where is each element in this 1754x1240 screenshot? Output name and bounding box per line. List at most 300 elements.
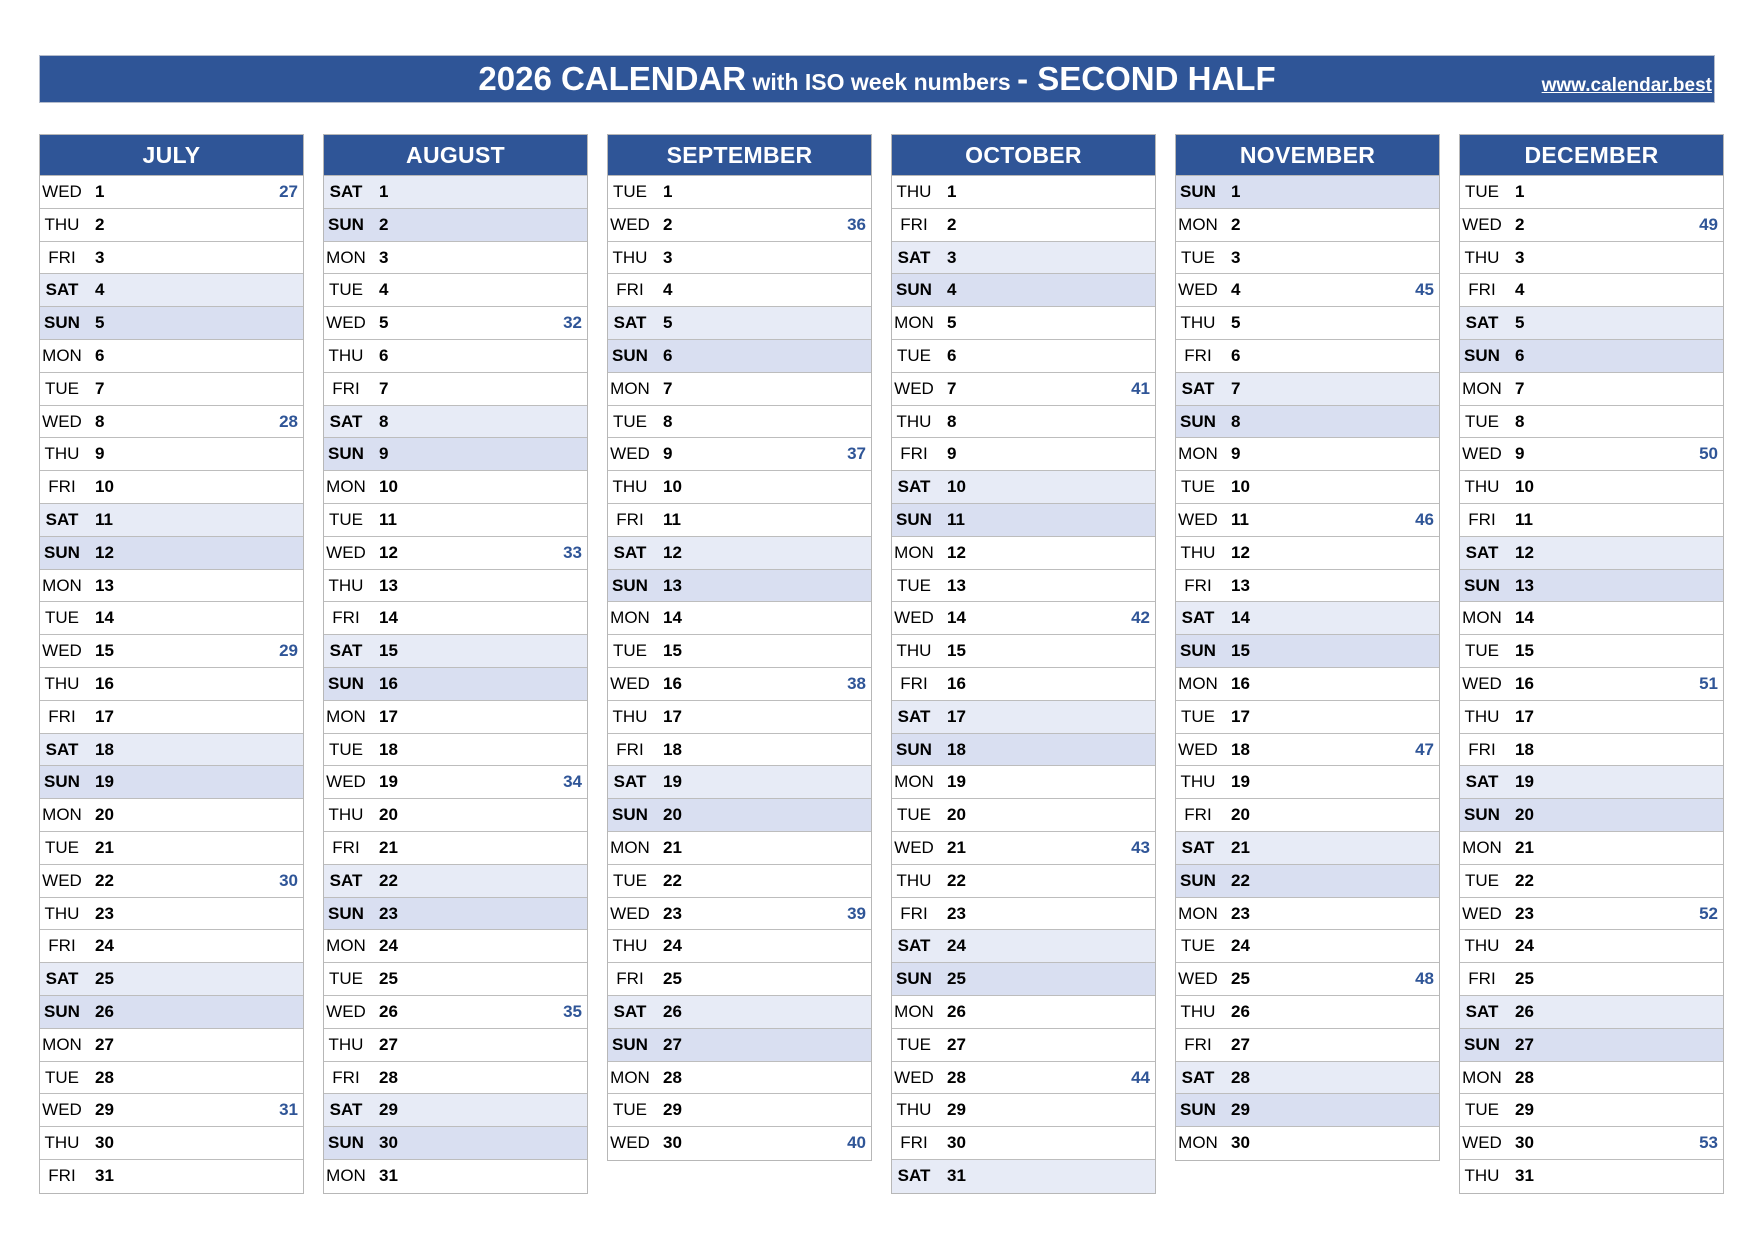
weekday-label: THU	[1180, 542, 1216, 562]
day-row	[1460, 504, 1723, 537]
day-number: 11	[663, 509, 681, 529]
day-number: 30	[379, 1133, 398, 1153]
weekday-label: SAT	[897, 706, 931, 726]
day-row	[1460, 766, 1723, 799]
weekday-label: SAT	[897, 1165, 931, 1185]
day-row	[892, 602, 1155, 635]
weekday-label: TUE	[1181, 247, 1215, 267]
weekday-label: FRI	[1468, 739, 1496, 759]
day-number: 19	[1231, 772, 1250, 792]
weekday-label: WED	[326, 542, 366, 562]
day-row	[1460, 570, 1723, 603]
day-number: 5	[663, 313, 673, 333]
day-row	[1460, 1160, 1723, 1193]
day-number: 14	[663, 608, 682, 628]
day-number: 14	[947, 608, 966, 628]
day-number: 2	[947, 214, 957, 234]
day-number: 16	[379, 673, 398, 693]
day-row	[1460, 307, 1723, 340]
day-number: 30	[1231, 1133, 1250, 1153]
day-number: 12	[379, 542, 398, 562]
weekday-label: SUN	[44, 772, 80, 792]
iso-week-number: 37	[847, 444, 866, 464]
weekday-label: SUN	[328, 903, 364, 923]
weekday-label: TUE	[613, 182, 647, 201]
day-row	[324, 766, 587, 799]
weekday-label: TUE	[897, 1034, 931, 1054]
weekday-label: THU	[896, 870, 932, 890]
day-row	[1460, 274, 1723, 307]
day-row	[324, 1094, 587, 1127]
day-number: 29	[95, 1100, 114, 1120]
day-row	[40, 1094, 303, 1127]
day-number: 13	[1231, 575, 1250, 595]
weekday-label: MON	[326, 247, 366, 267]
day-number: 8	[663, 411, 673, 431]
day-row	[608, 668, 871, 701]
weekday-label: FRI	[900, 214, 928, 234]
day-row	[608, 340, 871, 373]
day-number: 27	[1515, 1034, 1534, 1054]
day-number: 27	[947, 1034, 966, 1054]
day-number: 12	[95, 542, 114, 562]
month-column-september	[607, 134, 872, 1161]
weekday-label: SUN	[1180, 411, 1216, 431]
day-row	[608, 766, 871, 799]
day-row	[40, 930, 303, 963]
day-number: 31	[95, 1165, 114, 1185]
weekday-label: SAT	[45, 739, 79, 759]
weekday-label: SAT	[329, 1100, 363, 1120]
day-number: 8	[947, 411, 957, 431]
day-number: 26	[379, 1001, 398, 1021]
title-subtitle: with ISO week numbers	[746, 69, 1018, 95]
day-row	[40, 406, 303, 439]
day-number: 24	[1231, 936, 1250, 956]
day-number: 18	[1515, 739, 1534, 759]
weekday-label: FRI	[616, 509, 644, 529]
day-number: 26	[95, 1001, 114, 1021]
day-row	[324, 340, 587, 373]
day-row	[40, 537, 303, 570]
weekday-label: TUE	[1465, 411, 1499, 431]
weekday-label: MON	[610, 378, 650, 398]
weekday-label: WED	[1178, 280, 1218, 300]
website-link[interactable]: www.calendar.best	[1541, 75, 1712, 96]
weekday-label: TUE	[897, 345, 931, 365]
weekday-label: WED	[1178, 739, 1218, 759]
weekday-label: TUE	[613, 870, 647, 890]
day-row	[1176, 734, 1439, 767]
month-header: DECEMBER	[1460, 135, 1723, 176]
day-number: 9	[663, 444, 673, 464]
day-row	[608, 635, 871, 668]
weekday-label: SAT	[897, 247, 931, 267]
month-header: JULY	[40, 135, 303, 176]
day-row	[608, 996, 871, 1029]
day-row	[40, 963, 303, 996]
weekday-label: TUE	[45, 837, 79, 857]
weekday-label: FRI	[900, 673, 928, 693]
day-row	[324, 832, 587, 865]
day-number: 9	[947, 444, 957, 464]
weekday-label: MON	[326, 706, 366, 726]
day-number: 28	[1231, 1067, 1250, 1087]
day-row	[1460, 176, 1723, 209]
day-number: 30	[663, 1133, 682, 1153]
iso-week-number: 44	[1131, 1067, 1150, 1087]
day-number: 15	[379, 641, 398, 661]
month-header: OCTOBER	[892, 135, 1155, 176]
day-row	[1460, 406, 1723, 439]
iso-week-number: 50	[1699, 444, 1718, 464]
day-row	[324, 242, 587, 275]
day-number: 17	[379, 706, 398, 726]
day-row	[608, 537, 871, 570]
weekday-label: SUN	[328, 1133, 364, 1153]
day-row	[1176, 274, 1439, 307]
day-row	[892, 373, 1155, 406]
day-number: 2	[95, 214, 105, 234]
weekday-label: TUE	[329, 280, 363, 300]
weekday-label: SUN	[1464, 345, 1500, 365]
day-number: 3	[95, 247, 105, 267]
month-days	[40, 176, 303, 1193]
weekday-label: TUE	[1465, 182, 1499, 201]
day-number: 17	[1515, 706, 1534, 726]
day-row	[892, 274, 1155, 307]
day-row	[40, 1029, 303, 1062]
day-number: 1	[1231, 182, 1241, 201]
weekday-label: TUE	[329, 509, 363, 529]
weekday-label: SUN	[1180, 870, 1216, 890]
day-number: 23	[947, 903, 966, 923]
day-row	[1460, 963, 1723, 996]
weekday-label: TUE	[1181, 706, 1215, 726]
weekday-label: WED	[1462, 444, 1502, 464]
weekday-label: SUN	[44, 542, 80, 562]
day-row	[1460, 471, 1723, 504]
weekday-label: WED	[610, 673, 650, 693]
day-row	[40, 438, 303, 471]
day-row	[1176, 340, 1439, 373]
day-number: 4	[947, 280, 957, 300]
weekday-label: SAT	[1181, 608, 1215, 628]
day-row	[892, 471, 1155, 504]
day-row	[324, 373, 587, 406]
day-number: 26	[1231, 1001, 1250, 1021]
day-row	[1460, 668, 1723, 701]
weekday-label: SAT	[1181, 837, 1215, 857]
day-row	[40, 734, 303, 767]
weekday-label: THU	[896, 411, 932, 431]
weekday-label: FRI	[332, 608, 360, 628]
day-row	[324, 1127, 587, 1160]
iso-week-number: 36	[847, 214, 866, 234]
day-number: 7	[379, 378, 389, 398]
day-number: 13	[1515, 575, 1534, 595]
day-number: 29	[1515, 1100, 1534, 1120]
weekday-label: THU	[1180, 772, 1216, 792]
day-row	[40, 471, 303, 504]
weekday-label: SAT	[613, 313, 647, 333]
month-column-november	[1175, 134, 1440, 1161]
day-number: 22	[947, 870, 966, 890]
weekday-label: MON	[42, 1034, 82, 1054]
day-row	[1460, 865, 1723, 898]
weekday-label: TUE	[45, 608, 79, 628]
day-row	[1176, 996, 1439, 1029]
weekday-label: TUE	[1181, 477, 1215, 497]
day-number: 1	[379, 182, 389, 201]
day-number: 10	[379, 477, 398, 497]
day-row	[40, 1160, 303, 1193]
day-row	[608, 799, 871, 832]
day-number: 4	[1231, 280, 1241, 300]
day-number: 29	[379, 1100, 398, 1120]
day-number: 1	[95, 182, 105, 201]
weekday-label: FRI	[1468, 280, 1496, 300]
day-number: 3	[379, 247, 389, 267]
day-row	[324, 734, 587, 767]
day-number: 11	[95, 509, 113, 529]
weekday-label: THU	[896, 641, 932, 661]
day-number: 13	[379, 575, 398, 595]
day-row	[892, 1029, 1155, 1062]
day-row	[1176, 930, 1439, 963]
day-number: 24	[663, 936, 682, 956]
day-number: 10	[1515, 477, 1534, 497]
day-row	[608, 471, 871, 504]
weekday-label: TUE	[613, 1100, 647, 1120]
weekday-label: SUN	[328, 673, 364, 693]
day-number: 5	[947, 313, 957, 333]
iso-week-number: 35	[563, 1001, 582, 1021]
day-number: 19	[95, 772, 114, 792]
weekday-label: THU	[1180, 313, 1216, 333]
weekday-label: MON	[894, 542, 934, 562]
iso-week-number: 49	[1699, 214, 1718, 234]
day-number: 9	[1231, 444, 1241, 464]
weekday-label: FRI	[48, 706, 76, 726]
day-number: 25	[379, 969, 398, 989]
day-row	[1176, 1127, 1439, 1160]
day-number: 14	[95, 608, 114, 628]
day-number: 25	[947, 969, 966, 989]
day-row	[1460, 1029, 1723, 1062]
iso-week-number: 39	[847, 903, 866, 923]
weekday-label: SAT	[329, 641, 363, 661]
day-number: 20	[663, 805, 682, 825]
weekday-label: FRI	[48, 247, 76, 267]
month-days	[1460, 176, 1723, 1193]
day-row	[1176, 832, 1439, 865]
month-days	[608, 176, 871, 1160]
day-row	[892, 701, 1155, 734]
day-number: 2	[379, 214, 389, 234]
day-number: 30	[947, 1133, 966, 1153]
iso-week-number: 34	[563, 772, 582, 792]
day-number: 19	[663, 772, 682, 792]
weekday-label: SUN	[1180, 182, 1216, 201]
day-row	[40, 602, 303, 635]
day-number: 11	[379, 509, 397, 529]
day-number: 6	[379, 345, 389, 365]
weekday-label: SAT	[897, 936, 931, 956]
day-number: 20	[1515, 805, 1534, 825]
day-number: 17	[95, 706, 114, 726]
weekday-label: MON	[1462, 837, 1502, 857]
weekday-label: MON	[1178, 1133, 1218, 1153]
day-row	[40, 898, 303, 931]
weekday-label: SAT	[1465, 772, 1499, 792]
weekday-label: MON	[1178, 673, 1218, 693]
weekday-label: WED	[1178, 969, 1218, 989]
day-row	[608, 734, 871, 767]
weekday-label: WED	[42, 182, 82, 201]
day-row	[1176, 406, 1439, 439]
weekday-label: THU	[612, 477, 648, 497]
day-number: 5	[95, 313, 105, 333]
day-row	[892, 1062, 1155, 1095]
day-row	[40, 504, 303, 537]
weekday-label: MON	[1462, 608, 1502, 628]
weekday-label: WED	[42, 870, 82, 890]
weekday-label: WED	[610, 214, 650, 234]
day-row	[892, 996, 1155, 1029]
day-number: 29	[1231, 1100, 1250, 1120]
day-number: 1	[947, 182, 957, 201]
month-header: SEPTEMBER	[608, 135, 871, 176]
day-row	[1460, 602, 1723, 635]
day-row	[1460, 1127, 1723, 1160]
weekday-label: WED	[894, 608, 934, 628]
day-number: 20	[1231, 805, 1250, 825]
weekday-label: FRI	[616, 969, 644, 989]
day-number: 16	[1515, 673, 1534, 693]
weekday-label: FRI	[1184, 345, 1212, 365]
weekday-label: MON	[1462, 378, 1502, 398]
day-row	[892, 1160, 1155, 1193]
weekday-label: FRI	[1184, 805, 1212, 825]
month-column-august	[323, 134, 588, 1194]
day-number: 25	[1515, 969, 1534, 989]
day-row	[40, 307, 303, 340]
weekday-label: SUN	[44, 313, 80, 333]
weekday-label: MON	[1178, 903, 1218, 923]
day-number: 23	[379, 903, 398, 923]
day-number: 15	[95, 641, 114, 661]
weekday-label: MON	[326, 936, 366, 956]
day-number: 19	[379, 772, 398, 792]
iso-week-number: 51	[1699, 673, 1718, 693]
iso-week-number: 27	[279, 182, 298, 201]
day-number: 9	[379, 444, 389, 464]
day-number: 11	[947, 509, 965, 529]
day-number: 13	[663, 575, 682, 595]
weekday-label: SAT	[329, 870, 363, 890]
day-number: 14	[379, 608, 398, 628]
day-row	[40, 832, 303, 865]
day-row	[324, 930, 587, 963]
day-row	[892, 504, 1155, 537]
day-number: 28	[379, 1067, 398, 1087]
day-number: 22	[1515, 870, 1534, 890]
day-row	[1176, 504, 1439, 537]
day-row	[892, 438, 1155, 471]
day-number: 22	[1231, 870, 1250, 890]
month-header: AUGUST	[324, 135, 587, 176]
day-number: 28	[663, 1067, 682, 1087]
day-number: 3	[947, 247, 957, 267]
day-number: 28	[95, 1067, 114, 1087]
day-number: 7	[1515, 378, 1525, 398]
day-row	[324, 406, 587, 439]
weekday-label: FRI	[616, 280, 644, 300]
day-number: 15	[947, 641, 966, 661]
day-row	[1176, 865, 1439, 898]
day-row	[1176, 307, 1439, 340]
weekday-label: SUN	[328, 444, 364, 464]
day-number: 25	[1231, 969, 1250, 989]
weekday-label: THU	[612, 936, 648, 956]
day-row	[324, 176, 587, 209]
weekday-label: FRI	[900, 903, 928, 923]
weekday-label: THU	[1464, 1165, 1500, 1185]
day-number: 12	[1515, 542, 1534, 562]
weekday-label: THU	[1180, 1001, 1216, 1021]
day-row	[892, 1094, 1155, 1127]
iso-week-number: 47	[1415, 739, 1434, 759]
day-row	[40, 635, 303, 668]
weekday-label: MON	[1178, 214, 1218, 234]
day-row	[892, 766, 1155, 799]
day-row	[608, 832, 871, 865]
day-number: 22	[95, 870, 114, 890]
day-row	[892, 537, 1155, 570]
day-number: 17	[1231, 706, 1250, 726]
day-row	[324, 438, 587, 471]
day-row	[608, 307, 871, 340]
day-row	[608, 438, 871, 471]
weekday-label: FRI	[900, 444, 928, 464]
weekday-label: SAT	[1181, 378, 1215, 398]
day-row	[892, 176, 1155, 209]
iso-week-number: 41	[1131, 378, 1150, 398]
day-row	[892, 307, 1155, 340]
weekday-label: MON	[610, 837, 650, 857]
weekday-label: TUE	[1465, 1100, 1499, 1120]
weekday-label: FRI	[48, 477, 76, 497]
weekday-label: SAT	[613, 772, 647, 792]
day-number: 11	[1515, 509, 1533, 529]
day-row	[608, 930, 871, 963]
day-row	[40, 799, 303, 832]
weekday-label: WED	[1178, 509, 1218, 529]
day-number: 4	[379, 280, 389, 300]
day-number: 11	[1231, 509, 1249, 529]
day-number: 24	[947, 936, 966, 956]
day-number: 21	[1515, 837, 1534, 857]
day-row	[1460, 832, 1723, 865]
day-number: 31	[947, 1165, 966, 1185]
day-number: 3	[663, 247, 673, 267]
weekday-label: FRI	[900, 1133, 928, 1153]
day-row	[892, 898, 1155, 931]
day-row	[40, 176, 303, 209]
day-row	[892, 930, 1155, 963]
weekday-label: FRI	[1184, 1034, 1212, 1054]
